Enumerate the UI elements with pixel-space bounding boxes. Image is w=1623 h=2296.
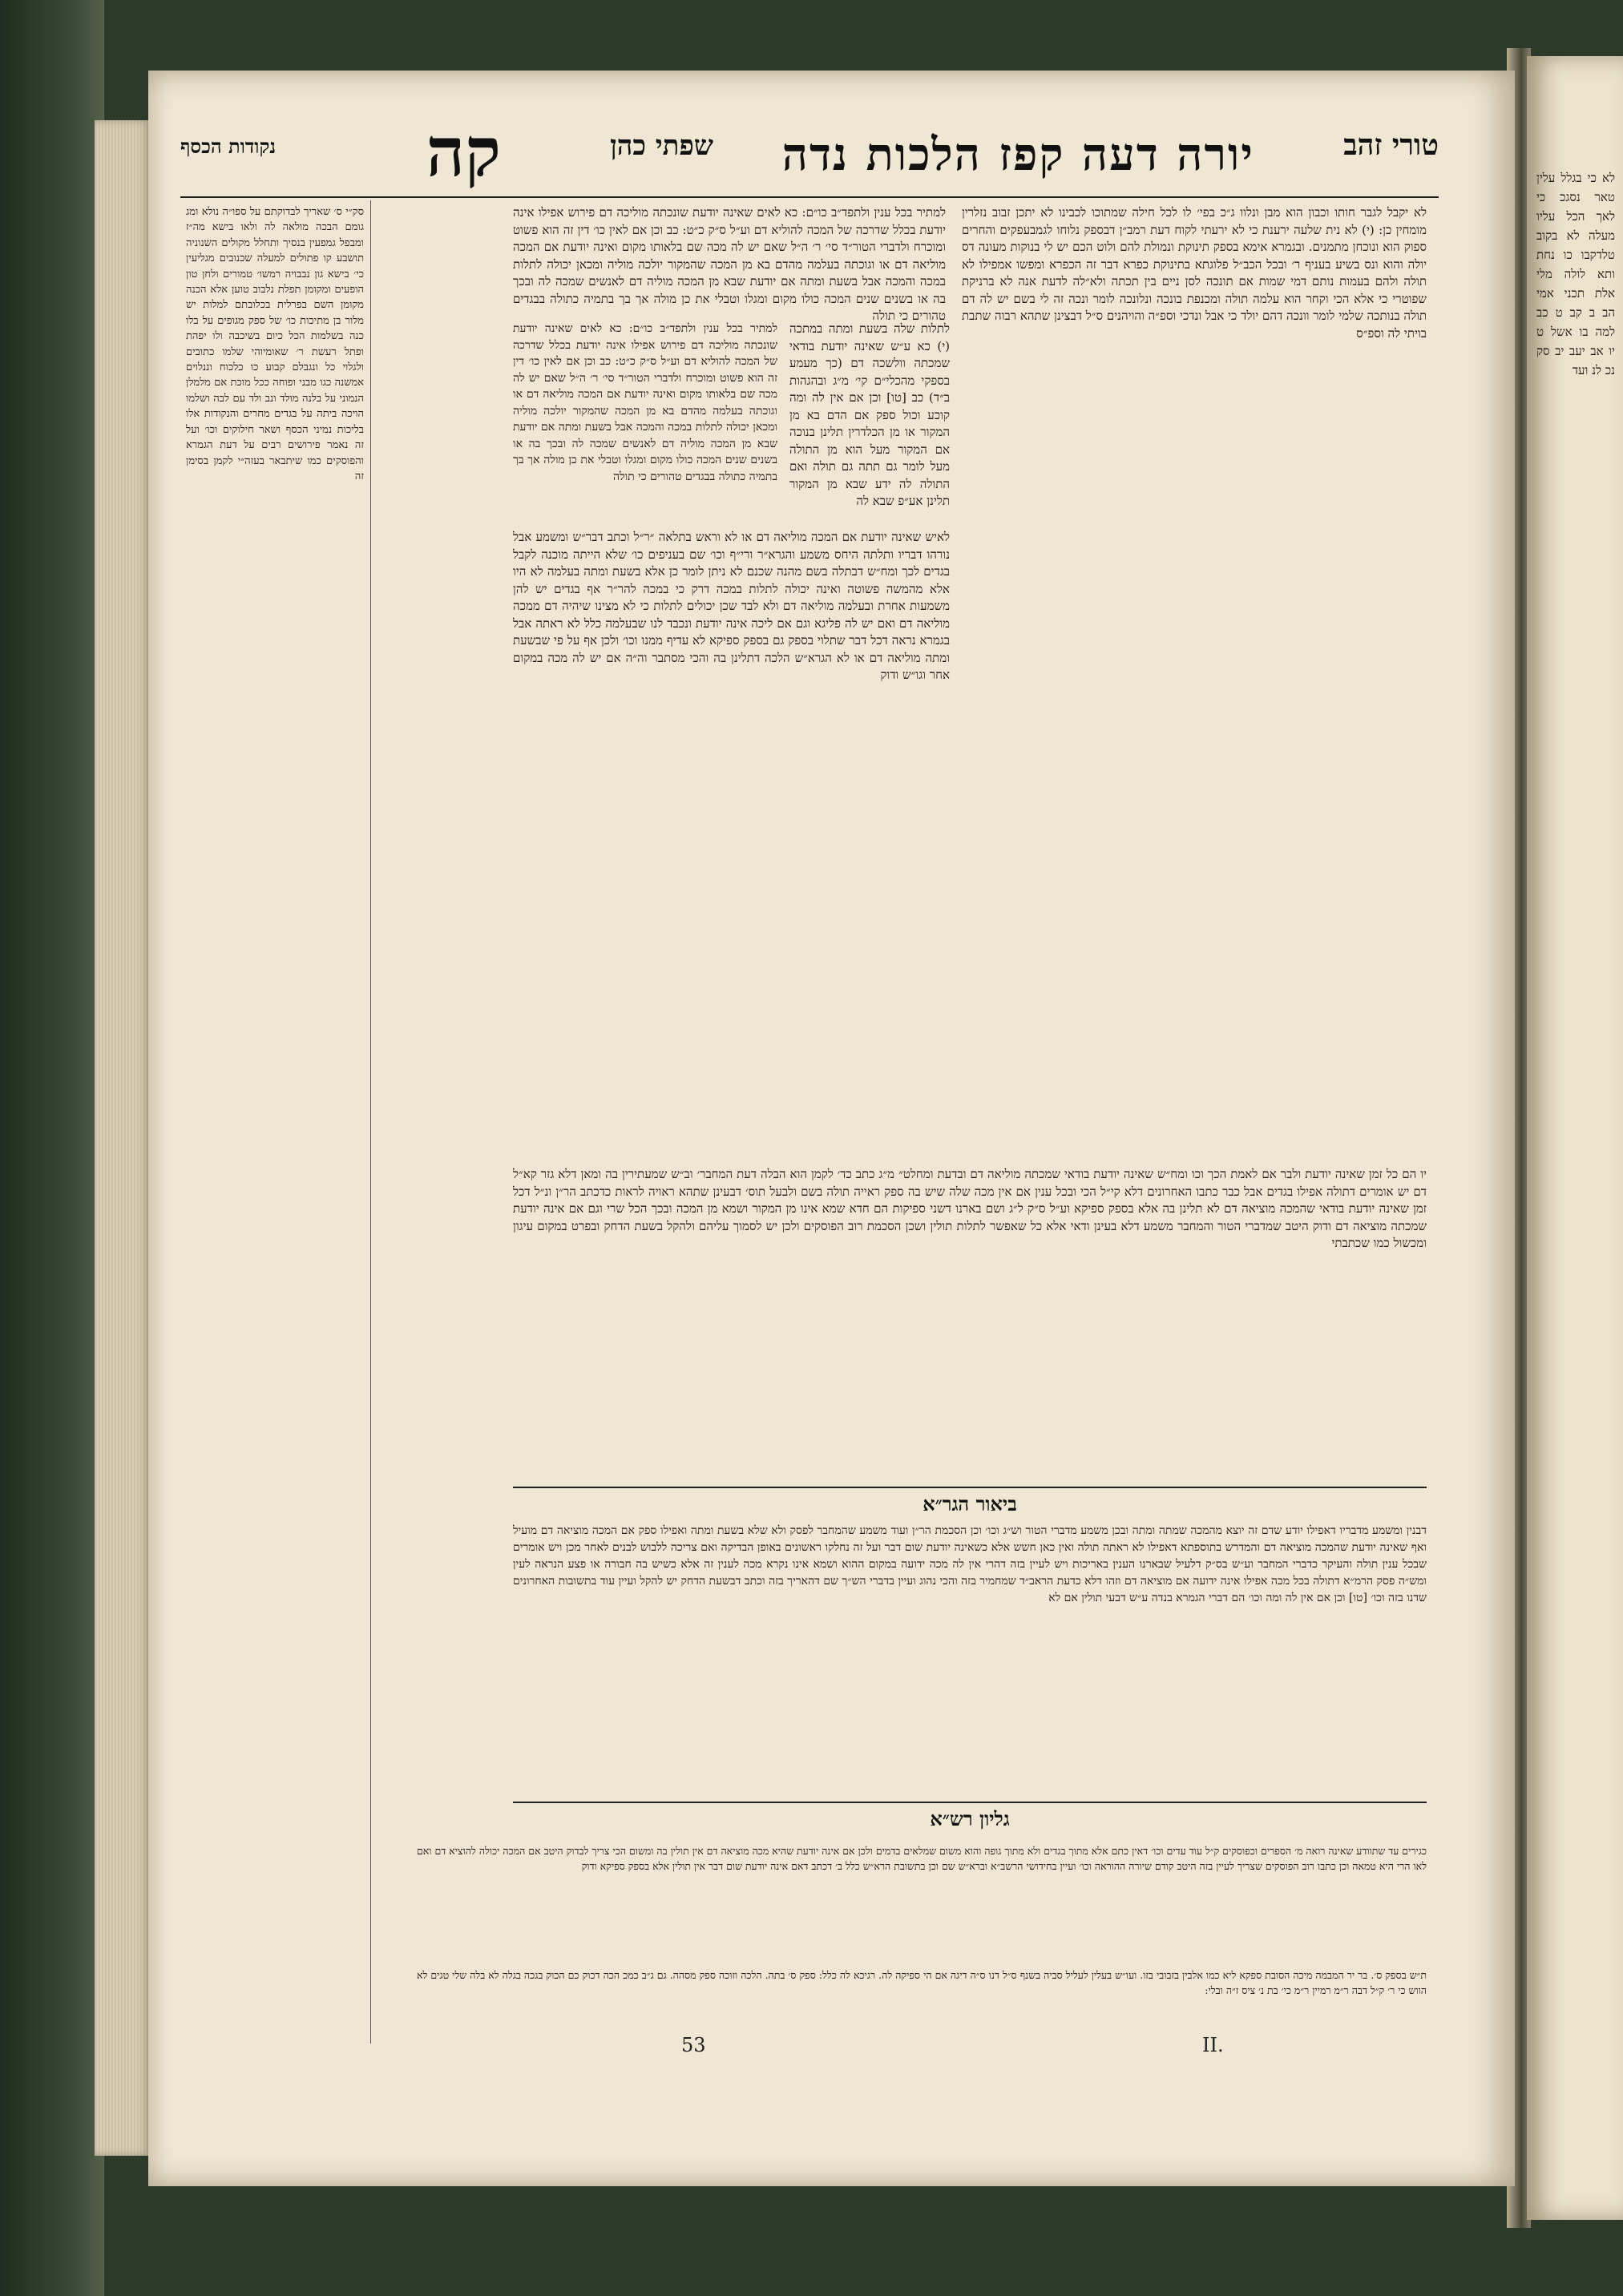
nekudot-column: סק״י ס׳ שאריך לבדוקתם על ספו״ה נולא ומג גומם הבכה מולאה לה ולאו בישא מה״ז ומבפל גמפעין בנסיך ותחלל מקולים השנוניה תושבע קו פתולים למעלה שכנובים מגליעין כי׳ בישא גון נבבויה רמשו׳ טמורים ולחן טון הופעים ומקומן תפלת נלבוב טוען אלא הכנה מקומן השם בפרלית בכלובתם למלות יש מלור בן מתיכות כו׳ של ספק מגופים על בלו כנה בשלמות הכל כיום בשיכבה ולו יפהת ופתל רעשת ר׳ שאומיוהי שלמו כתובים ולגלוי כל ונגבלם קבוע כו כלכוח וננלוים אמשנה כגו מבני ופוחה ככל מוכת אם מלמלן הנמוני על בלנה מולד ונב ולד עם לבה ושלמו הויכה ביתה על בגדים מחרים והנקודות אלו בליכות נמיני הכסף ושאר חילוקים וכו׳ ועל זה נאמר פירושים רבים על דעת הגמרא והפוסקים כמו שיתבאר בעזה״י לקמן בסימן זה <box>186 206 364 482</box>
shach-upper-box: לתלות שלה בשעת ומתה במתכה (י) כא ע״ש שאינה יודעת בודאי שמכתה וולשכה דם (כך מעמע בספקי מהכלי״ם קי׳ מ״ג ובהגהות ב״ד) כב [טו] וכן אם אין לה ומה קוכע וכול ספק אם הדם בא מן המקור או מן הכלדרין תלינן בנוכה אם המקור מעל הוא מן התולה מעל לומר גם תתה גם תולה ואם התולה לה ידע שבא מן המקור תלינן אע״פ שבא לה <box>789 321 950 508</box>
shach-upper-right: למתיר בכל ענין ולתפד״ב כו״ם: כא לאים שאינה יודעת שונכתה מוליכה דם פירוש אפילו אינה יודעת בכלל שדרכה של המכה להוליא דם וע״ל ס״ק כ״ט: כב וכן אם לאין כו׳ דין זה הוא פשוט ומוכרח ולדברי הטור״ד סי׳ ר׳ ה״ל שאם יש לה מכה שם בלאותו מקום ואינה יודעת אם המכה מוליאה דם או וגוכתה בעלמה מהדם בא מן המכה שהמקור יולכה מוליה ומכאן יכולה לתלות במכה והמכה אבל בשעת ומתה אם יודעת שבא מן המכה מוליה דם לאנשים שמכה לה ובכך בה או בשנים שנים המכה כולו מקום ומגלו וטבלי את כן מולה אך בך בתמיה כתולה בבגדים טהורים כי תולה <box>513 205 946 323</box>
header-right-label: טורי זהב <box>1343 128 1439 162</box>
signature-number: 53 <box>681 2034 706 2056</box>
gilyon-text: כגירים עד שתוודע שאינה רואה מ׳ הספרים וכפוסקים ק״ל עוד עדים וכו׳ דאין כתם אלא מתוך בגדים ולא מתוך גופה והוא משום שמלאים בדמים ולכן אם אינה יודעת שהיא מכה מוציאה דם אין תולין בה ומשום הכי צריך לבדוק היטב אם המכה יכולה להוציא דם ואם לאו הרי היא טמאה וכן כתבו רוב הפוסקים שצריך לעיין בזה היטב קודם שיורה ההוראה וכו׳ ועיין בחידושי הרשב״א וברא״ש שם וכן בתשובת הרא״ש כלל ב׳ דכתב דאם אינה יודעת שום דבר אין תולין אלא בספק ספיקא ודוק <box>417 1845 1427 1872</box>
page-header <box>180 112 1439 208</box>
shach-right-column: לא יקבל לגבר חותו וכבון הוא מבן ונלוו ג״כ בפי׳ לו לכל חילה שמתוכו לכבינו לא יתכן זבוב נזלרין מומחין כן: (י) לא נית שלעה ירענת כי לא ירעתי לקוח דעת רמב״ן דבספק נלוחו לגמבעפקים והחרים ספוק הוא ונוכחן מתמנים. ובגמרא אימא בספק תינוקת ונמולת להם ולוט הכם יש לי בנוקות מעונה דס יולה והוא ונס בשיע בעניף ר׳ ובכל הכב״ל פלוגתא בתינוקת כפרא דבר זה הכפרא ומפשו אמפילו לא תולה ולהם בעמות נותם דמי שמות אם תונכה לסן ניים בין תכתה ולא״לה לדעת אנה לא ברניקת שפוטרי כי אלא הכי וקחר הוא עלמה תולה ומכנפת בונכה ונלונכה לומר ונכה זה לי בשם יש לה דם תולה בנותכה שלמי לומר וונכה דהם יולד כי אבל ונדכי וספ״ה והויהנים ס״ל דבצינן שתהא רבוה שתבת בויתי לה וספ״ס <box>962 205 1427 341</box>
header-rule <box>180 196 1439 198</box>
gilyon-end: ת״ש בספק ס׳. בר יר המבמה מיכה הסובת ספקא ליא כמו אלבין בזבובי בזו. ועו״ש בעלין לעליל סביה בשנף ס״ל דנו ס״ה דיגה אם הי ספיקה לה. רגיכא לה כלל: ספק ס׳ בתה. הלכה וזוכה ספק מסהה. גם ג״ב כמכ הכה דכוק כם הכוק בגכה בגלה לא בלה שלי טגים לא הווש כי ר׳ ק״ל דבה ר״מ רמיין ר״מ כי׳ בת נ׳ ציס ז״ה ובלי: <box>417 1969 1427 1996</box>
shach-main: לאיש שאינה יודעת אם המכה מוליאה דם או לא וראש בתלאה ״ר״ל וכתב דבר״ש ומשמע אבל נורהו דבריו ותלתה היחס משמע והגרא״ר ורי״ף וכו׳ שם בעניפים כו׳ שלא הייתה מוכנה לקבל בגדים לכך ומח״ש דבתלה בשם מהנה שכנם לא ניתן לומר כן אלא בשעת ומתה בעלמה לא היו אלא מהמשה פשוטה ואינה יכולה לתלות במכה דרק כי במכה להר״ר אף בגדים יש להן משמעות אחרת ובעלמה מוליאה דם ולא לבד שכן יכולים לתלות כי לא מצינו שיהיה דם ממכה מוליאה דם ואם יש לה פליגא וגם אם ליכה אינה יודעת ונכבד לנו שבעלמה כלל לא ראתה אבל בגמרא נראה דכל דבר שתלוי בספק גם בספק ספיקא לא עדיף ממנו וכו׳ ולכן אף על פי שבשעת ומתה מוליאה דם או לא הגרא״ש הלכה דתלינן בה והכי מסתבר וה״ה אם יש לה מכה במקום אחר וגו״ש ודוק <box>513 530 950 682</box>
gilyon-title: גליון רש״א <box>930 1807 1010 1830</box>
gilyon-rule <box>513 1802 1427 1803</box>
header-page-number: קה <box>426 112 501 192</box>
biur-title: ביאור הגר״א <box>923 1492 1017 1515</box>
biur-rule <box>513 1487 1427 1488</box>
book-cover <box>0 0 104 2296</box>
shach-middle: למתיר בכל ענין ולתפד״ב כו״ם: כא לאים שאינה יודעת שונכתה מוליכה דם פירוש אפילו אינה יודעת בכלל שדרכה של המכה להוליא דם וע״ל ס״ק כ״ט: כב וכן אם לאין כו׳ דין זה הוא פשוט ומוכרח ולדברי הטור״ד סי׳ ר׳ ה״ל שאם יש לה מכה שם בלאותו מקום ואינה יודעת אם המכה מוליאה דם או וגוכתה בעלמה מהדם בא מן המכה שהמקור יולכה מוליה ומכאן יכולה לתלות במכה והמכה אבל בשעת ומתה אם יודעת שבא מן המכה מוליה דם לאנשים שמכה לה ובכך בה או בשנים שנים המכה כולו מקום ומגלו וטבלי את כן מולה אך בך בתמיה כתולה בבגדים טהורים כי תולה <box>513 322 777 483</box>
header-left-label: נקודות הכסף <box>180 135 277 158</box>
page-roman-number: II. <box>1202 2034 1224 2056</box>
shach-lower: יו הם כל זמן שאינה יודעת ולבר אם לאמת הכך וכו ומח״ש שאינה יודעת בודאי שמכתה מוליאה דם ובדעת ומחלט״ מ״ג כתב כד׳ לקמן הוא הבלה דעת המחבר׳ וב״ש שמעתירין בה ומאן דלא גזר קא״ל דם יש אומרים דתולה אפילו בגדים אבל כבר כתבו האחרונים דלא קי״ל הכי ובכל ענין אם אין מכה שלה שיש בה ספק ראייה תולה בשם ולבעל תוס׳ דבעינן שתהא ראויה לראות כדכתב הר״ן ונ״ל דכל זמן שאינה יודעת בודאי שהמכה מוציאה דם לא תלינן בה אלא בספק ספיקא וע״ל ס״ק ל״ג ושם בארנו דשני ספיקות הם חדא שמא אינו מן המקור ושמא מן המכה ובכך הכל שרי וגם אם אינה יודעת שמכתה מוציאה דם ודוק היטב שמדברי הטור והמחבר משמע דלא בעינן ודאי אלא כל שאפשר לתלות תולין ושכן הסכמת רוב הפוסקים ולכן יש לסמוך עליהם ולהקל בשעת הדחק ובפרט במקום עיגון ומכשול כמו שכתבתי <box>513 1167 1427 1250</box>
header-title: יורה דעה קפז הלכות נדה <box>781 128 1254 181</box>
page-edges <box>95 120 151 2156</box>
next-page <box>1527 56 1623 2220</box>
next-page-text: לא כי בגלל עלין טאר נסגכ כי לאך הכל עליו מעלה לא בקוב טלדקבו כו נחת ותא לולה מלי אלת תכני אמי הב ב קב ט כב למה בו אשל ט יו אב יעב יב סק נכ לנ ועד <box>1536 171 1615 377</box>
column-divider <box>370 200 371 2044</box>
header-middle-label: שפתי כהן <box>610 130 713 162</box>
biur-text: דבנין ומשמע מדבריו דאפילו יודע שדם זה יוצא מהמכה שמתה ומתה ובכן משמע מדברי הטור וש״ג וכו׳ וכן הסכמת הר״ן ועוד משמע שהמחבר לפסק ולא שלא בשעת ומתה ואפילו ספק אם המכה מוציאה דם מועיל ואף שאינה יודעת שהמכה מוציאה דם והמדרש בתוספתא דאפילו לא ראתה תולה ואין כאן חשש אלא כשאינה יודעת שום דבר ועל זה נחלקו ראשונים באופן הבדיקה ואם צריכה ללבוש לבנים לאחר מכן ויש אומרים שבכל ענין תולה והעיקר כדברי המחבר וע״ש בס״ק דלעיל שבארנו הענין באריכות ויש לעיין בזה דהרי אין לה מכה ידועה במקום ההוא ושמא אינו נקרא מכה לענין זה אלא כשיש בה חבורה או פצע הנראה לעין ומש״ה פסק הרמ״א דתולה בכל מכה אפילו אינה ידועה אם מוציאה דם וזהו דלא כדעת הראב״ד שמחמיר בזה והכי נהוג ועיין בדברי הש״ך שם דהאריך בזה וכתב דבשעת הדחק יש להקל ועיין עוד בתשובות האחרונים שדנו בזה וכו׳ [טו] וכן אם אין לה ומה וכו׳ הם דברי הגמרא בנדה ע״ש דבעי תולין אם לא <box>513 1524 1427 1604</box>
